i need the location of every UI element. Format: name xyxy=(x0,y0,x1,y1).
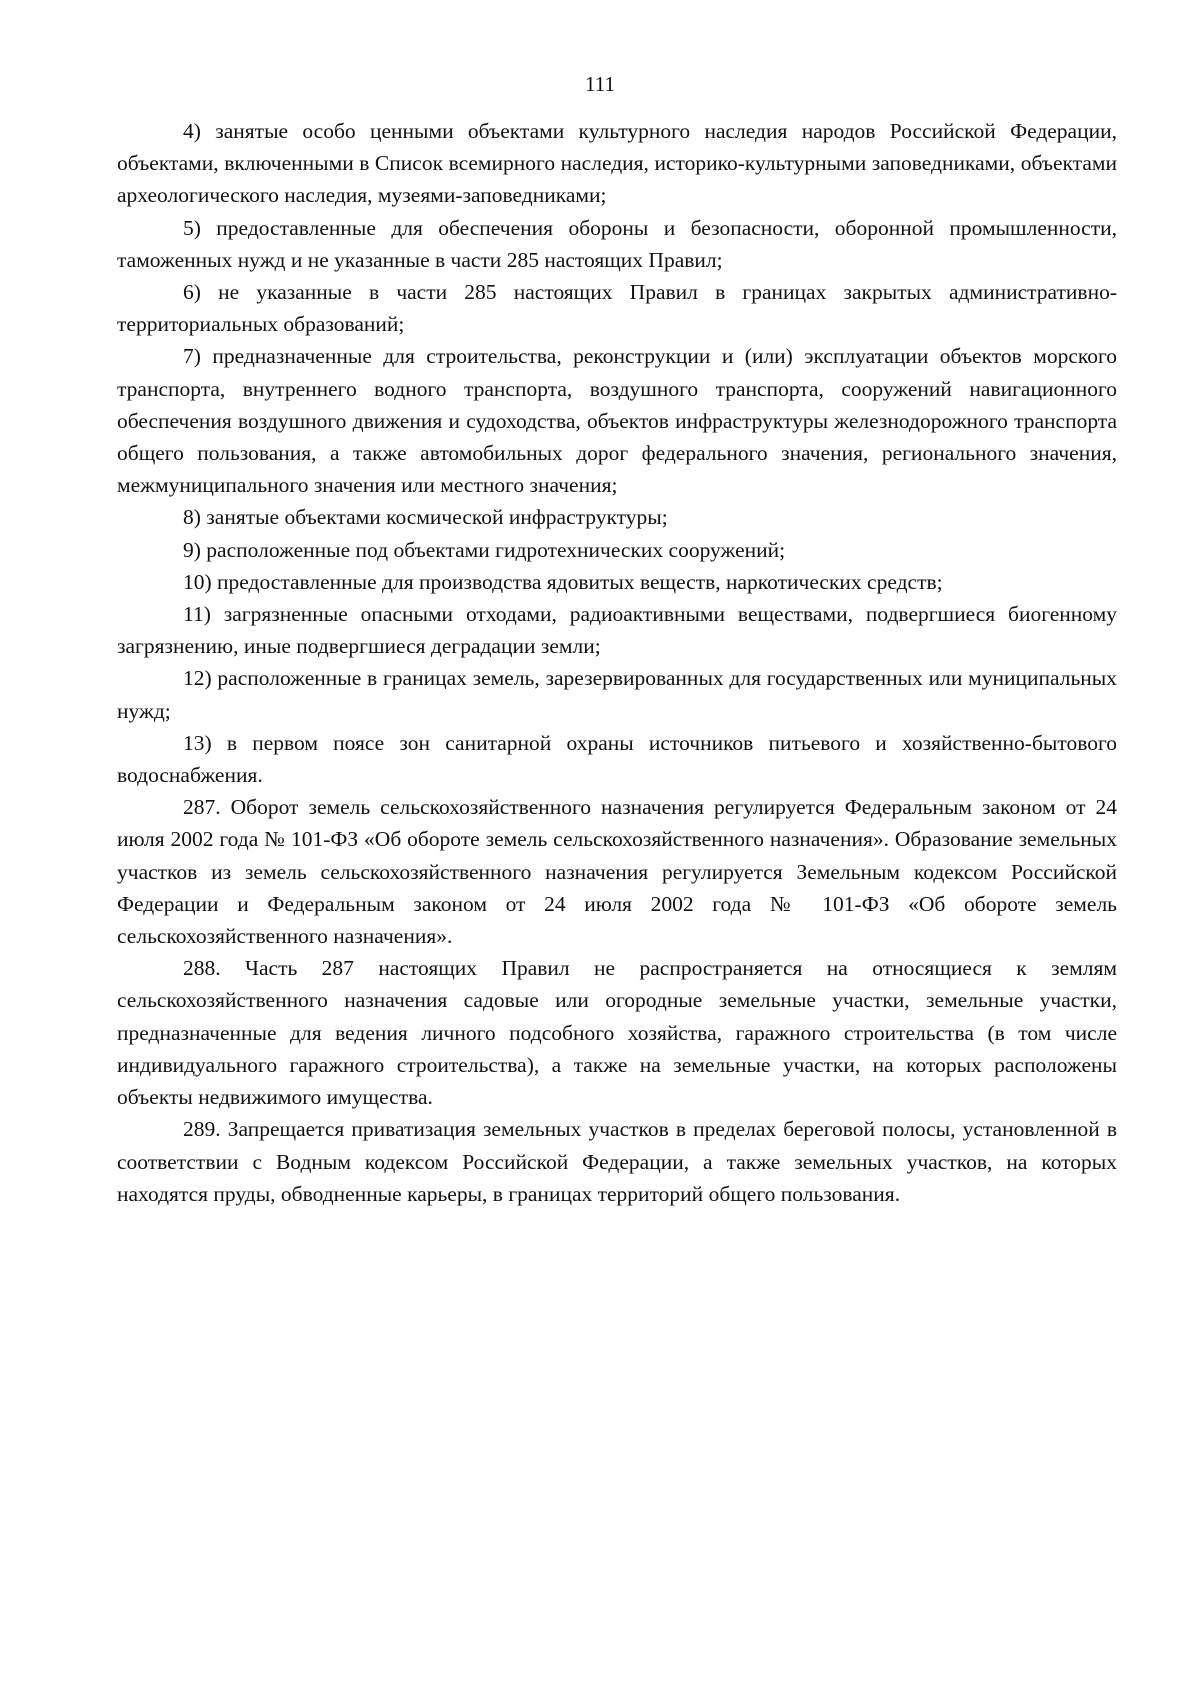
paragraph-item-4: 4) занятые особо ценными объектами культурного наследия народов Российской Федерации, объектами, включенными в Список всемирного наследия, историко-культурными заповедниками, объектами археологического наследия, музеями-заповедниками; xyxy=(117,119,1117,208)
paragraph-item-9: 9) расположенные под объектами гидротехнических сооружений; xyxy=(183,537,786,562)
paragraph-item-12: 12) расположенные в границах земель, зарезервированных для государственных или муниципальных нужд; xyxy=(117,666,1117,723)
body-text xyxy=(117,115,1117,1210)
paragraph-item-7: 7) предназначенные для строительства, реконструкции и (или) эксплуатации объектов морского транспорта, внутреннего водного транспорта, воздушного транспорта, сооружений навигационного обеспечения воздушного движения и судоходства, объектов инфраструктуры железнодорожного транспорта общего пользования, а также автомобильных дорог федерального значения, регионального значения, межмуниципального значения или местного значения; xyxy=(117,344,1117,498)
section-287: 287. Оборот земель сельскохозяйственного назначения регулируется Федеральным законом от 24 июля 2002 года № 101-ФЗ «Об обороте земель сельскохозяйственного назначения». Образование земельных участков из земель сельскохозяйственного назначения регулируется Земельным кодексом Российской Федерации и Федеральным законом от 24 июля 2002 года № 101-ФЗ «Об обороте земель сельскохозяйственного назначения». xyxy=(117,795,1117,949)
section-289: 289. Запрещается приватизация земельных участков в пределах береговой полосы, установленной в соответствии с Водным кодексом Российской Федерации, а также земельных участков, на которых находятся пруды, обводненные карьеры, в границах территорий общего пользования. xyxy=(117,1117,1117,1206)
paragraph-item-11: 11) загрязненные опасными отходами, радиоактивными веществами, подвергшиеся биогенному загрязнению, иные подвергшиеся деградации земли; xyxy=(117,602,1117,659)
paragraph-item-6: 6) не указанные в части 285 настоящих Правил в границах закрытых административно-территориальных образований; xyxy=(117,280,1117,337)
paragraph-item-8: 8) занятые объектами космической инфраструктуры; xyxy=(183,505,668,530)
paragraph-item-5: 5) предоставленные для обеспечения обороны и безопасности, оборонной промышленности, таможенных нужд и не указанные в части 285 настоящих Правил; xyxy=(117,215,1117,272)
paragraph-item-10: 10) предоставленные для производства ядовитых веществ, наркотических средств; xyxy=(183,569,943,594)
paragraph-item-13: 13) в первом поясе зон санитарной охраны источников питьевого и хозяйственно-бытового водоснабжения. xyxy=(117,730,1117,788)
section-288: 288. Часть 287 настоящих Правил не распространяется на относящиеся к землям сельскохозяйственного назначения садовые или огородные земельные участки, земельные участки, предназначенные для ведения личного подсобного хозяйства, гаражного строительства (в том числе индивидуального гаражного строительства), а также на земельные участки, на которых расположены объекты недвижимого имущества. xyxy=(117,956,1117,1110)
page-number: 111 xyxy=(585,72,615,96)
